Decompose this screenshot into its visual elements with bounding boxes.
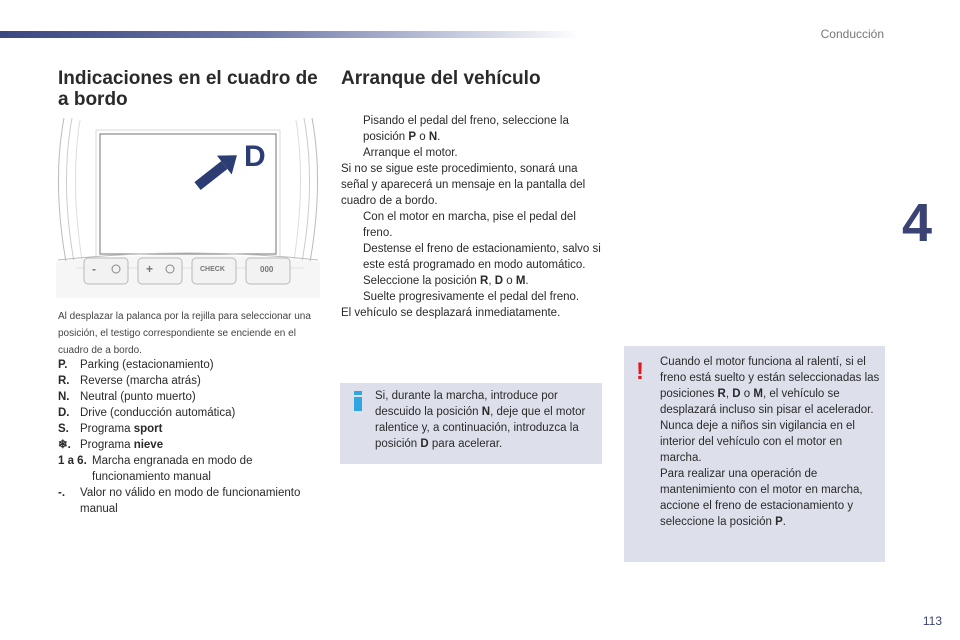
warning-part: . [782, 516, 786, 528]
step-part: Seleccione la posición [363, 275, 480, 287]
page-number: 113 [922, 614, 942, 628]
procedure-step [341, 209, 603, 241]
step-bold: M [515, 275, 526, 287]
legend-item [58, 485, 323, 517]
step-text: Destense el freno de estacionamiento, salvo si este está programado en modo automático. [363, 243, 601, 271]
bullet-icon [341, 209, 363, 241]
header-gradient-bar [0, 31, 580, 38]
procedure-step [341, 241, 603, 273]
step-bold: P [408, 131, 417, 143]
procedure-step [341, 289, 603, 305]
procedure-note: Si no se sigue este procedimiento, sonará una señal y aparecerá un mensaje en la pantalla del cuadro de a bordo. [341, 163, 586, 207]
dash-button-plus: + [146, 262, 154, 276]
info-icon [350, 391, 366, 409]
step-part: , [488, 275, 495, 287]
legend-text-part: Programa [80, 439, 134, 451]
legend-key: D. [58, 407, 70, 419]
legend-item [58, 373, 323, 389]
procedure-step [341, 113, 603, 145]
snowflake-icon: ❄. [58, 439, 71, 451]
warning-bold: D [732, 388, 741, 400]
step-part: . [437, 131, 441, 143]
dash-button-check: CHECK [200, 266, 225, 273]
legend-item [58, 453, 323, 485]
warning-icon: ! [636, 358, 644, 385]
warning-bold: P [775, 516, 783, 528]
step-part: Pisando el pedal del freno, seleccione la posición [363, 115, 569, 143]
legend-text [80, 437, 163, 453]
gear-legend [58, 357, 323, 517]
step-bold: N [428, 131, 438, 143]
info-part: Si, durante la marcha, introduce por descuido la posición [375, 390, 558, 418]
info-bold: N [481, 406, 491, 418]
warning-part: , [725, 388, 733, 400]
legend-text-bold: sport [133, 423, 163, 435]
legend-item [58, 357, 323, 373]
procedure-result: El vehículo se desplazará inmediatamente. [341, 307, 561, 319]
info-text [375, 388, 597, 452]
step-text: Arranque el motor. [363, 147, 458, 159]
info-box [340, 383, 602, 464]
warning-bold: R [717, 388, 726, 400]
warning-paragraph: Nunca deje a niños sin vigilancia en el interior del vehículo con el motor en marcha. [660, 420, 855, 464]
legend-text: Neutral (punto muerto) [80, 391, 196, 403]
step-text: Suelte progresivamente el pedal del freno. [363, 291, 580, 303]
legend-text-part: Programa [80, 423, 134, 435]
legend-text: Parking (estacionamiento) [80, 359, 214, 371]
dash-button-minus: - [92, 262, 96, 276]
bullet-icon [341, 145, 363, 161]
legend-text: Reverse (marcha atrás) [80, 375, 201, 387]
step-text [363, 273, 529, 289]
dash-button-odometer: 000 [260, 265, 274, 274]
legend-item [58, 389, 323, 405]
bullet-icon [341, 273, 363, 289]
legend-key: -. [58, 487, 66, 499]
bullet-icon [341, 113, 363, 145]
step-text [363, 113, 603, 145]
step-part: o [416, 131, 429, 143]
right-heading: Arranque del vehículo [341, 68, 541, 89]
procedure-step [341, 145, 603, 161]
step-text: Con el motor en marcha, pise el pedal del freno. [363, 211, 576, 239]
info-bold: D [420, 438, 429, 450]
warning-part: o [740, 388, 754, 400]
dashboard-illustration [56, 112, 320, 298]
legend-text: Marcha engranada en modo de funcionamiento manual [92, 455, 253, 483]
warning-box [624, 346, 885, 562]
step-part: o [503, 275, 516, 287]
step-bold: D [494, 275, 504, 287]
step-bold: R [480, 275, 489, 287]
warning-text [660, 354, 882, 530]
procedure-step [341, 273, 603, 289]
left-heading: Indicaciones en el cuadro de a bordo [58, 68, 318, 110]
gear-indicator-letter: D [244, 140, 266, 173]
warning-part: , el vehículo se desplazará incluso sin pisar el acelerador. [660, 388, 874, 416]
legend-key: P. [58, 359, 68, 371]
dashboard-caption: Al desplazar la palanca por la rejilla para seleccionar una posición, el testigo correspondiente se enciende en el cuadro de a bordo. [58, 311, 311, 356]
chapter-number: 4 [902, 193, 933, 253]
info-part: , deje que el motor ralentice y, a continuación, introduzca la posición [375, 406, 586, 450]
legend-key: S. [58, 423, 69, 435]
step-part: . [525, 275, 529, 287]
legend-text [80, 421, 162, 437]
start-procedure [341, 113, 603, 321]
legend-text: Valor no válido en modo de funcionamiento manual [80, 487, 301, 515]
warning-paragraph [660, 466, 882, 530]
section-title: Conducción [820, 27, 884, 41]
legend-text-bold: nieve [133, 439, 164, 451]
info-part: para acelerar. [428, 438, 503, 450]
legend-item [58, 421, 323, 437]
warning-part: Cuando el motor funciona al ralentí, si el freno está suelto y están seleccionadas las posiciones [660, 356, 880, 400]
bullet-icon [341, 241, 363, 273]
bullet-icon [341, 289, 363, 305]
legend-item [58, 405, 323, 421]
legend-key: R. [58, 375, 70, 387]
warning-bold: M [753, 388, 763, 400]
legend-item [58, 437, 323, 453]
legend-text: Drive (conducción automática) [80, 407, 236, 419]
legend-key: 1 a 6. [58, 455, 87, 467]
warning-part: Para realizar una operación de mantenimiento con el motor en marcha, accione el freno de estacionamiento y seleccione la posición [660, 468, 863, 528]
warning-paragraph [660, 354, 882, 418]
legend-key: N. [58, 391, 70, 403]
